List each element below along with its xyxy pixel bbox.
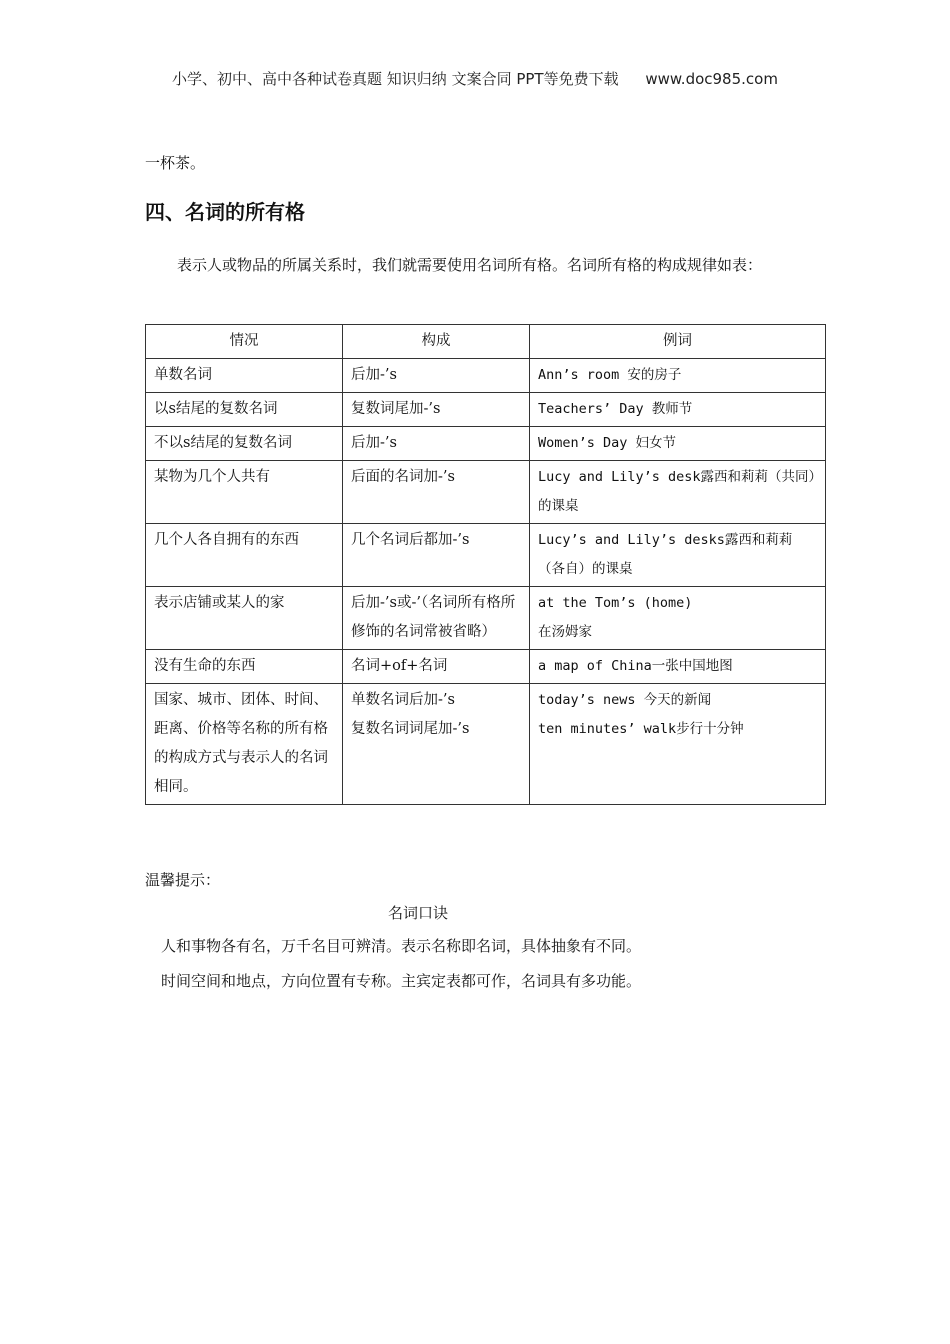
table-row xyxy=(146,684,826,805)
table-row xyxy=(146,359,826,393)
cell-rule: 后加-’s xyxy=(343,359,530,393)
cell-rule: 后加-’s或-’（名词所有格所修饰的名词常被省略） xyxy=(343,587,530,650)
cell-example: at the Tom’s (home) 在汤姆家 xyxy=(530,587,826,650)
possessive-rules-table xyxy=(145,324,826,805)
cell-example: Lucy’s and Lily’s desks露西和莉莉（各自）的课桌 xyxy=(530,524,826,587)
cell-rule: 后面的名词加-’s xyxy=(343,461,530,524)
cell-situation: 国家、城市、团体、时间、距离、价格等名称的所有格的构成方式与表示人的名词相同。 xyxy=(146,684,343,805)
cell-rule: 名词+of+名词 xyxy=(343,650,530,684)
header-url[interactable]: www.doc985.com xyxy=(645,70,778,88)
cell-situation: 不以s结尾的复数名词 xyxy=(146,427,343,461)
header-text: 小学、初中、高中各种试卷真题 知识归纳 文案合同 PPT等免费下载 xyxy=(172,70,619,88)
cell-situation: 单数名词 xyxy=(146,359,343,393)
table-row xyxy=(146,650,826,684)
cell-example: Ann’s room 安的房子 xyxy=(530,359,826,393)
table-body xyxy=(146,359,826,805)
cell-situation: 表示店铺或某人的家 xyxy=(146,587,343,650)
cell-rule: 后加-’s xyxy=(343,427,530,461)
cell-situation: 没有生命的东西 xyxy=(146,650,343,684)
cell-situation: 某物为几个人共有 xyxy=(146,461,343,524)
column-header-rule: 构成 xyxy=(343,325,530,359)
rhyme-title: 名词口诀 xyxy=(388,904,449,922)
cell-rule: 单数名词后加-’s 复数名词词尾加-’s xyxy=(343,684,530,805)
cell-rule: 几个名词后都加-’s xyxy=(343,524,530,587)
table-header-row xyxy=(146,325,826,359)
cell-situation: 以s结尾的复数名词 xyxy=(146,393,343,427)
table-row xyxy=(146,393,826,427)
section-heading: 四、名词的所有格 xyxy=(145,200,305,224)
cell-example: Teachers’ Day 教师节 xyxy=(530,393,826,427)
table-row xyxy=(146,461,826,524)
page-header xyxy=(0,68,950,89)
column-header-example: 例词 xyxy=(530,325,826,359)
cell-example: a map of China一张中国地图 xyxy=(530,650,826,684)
rhyme-line: 时间空间和地点，方向位置有专称。主宾定表都可作，名词具有多功能。 xyxy=(161,972,642,990)
cell-example: Lucy and Lily’s desk露西和莉莉（共同）的课桌 xyxy=(530,461,826,524)
cell-rule: 复数词尾加-’s xyxy=(343,393,530,427)
column-header-situation: 情况 xyxy=(146,325,343,359)
cell-example: today’s news 今天的新闻 ten minutes’ walk步行十分钟 xyxy=(530,684,826,805)
previous-section-fragment: 一杯茶。 xyxy=(145,154,206,172)
table-row xyxy=(146,524,826,587)
tip-label: 温馨提示： xyxy=(145,871,221,889)
table-row xyxy=(146,427,826,461)
cell-example: Women’s Day 妇女节 xyxy=(530,427,826,461)
intro-paragraph: 表示人或物品的所属关系时，我们就需要使用名词所有格。名词所有格的构成规律如表： xyxy=(177,256,763,274)
rhyme-line: 人和事物各有名，万千名目可辨清。表示名称即名词，具体抽象有不同。 xyxy=(161,937,642,955)
table-row xyxy=(146,587,826,650)
cell-situation: 几个人各自拥有的东西 xyxy=(146,524,343,587)
